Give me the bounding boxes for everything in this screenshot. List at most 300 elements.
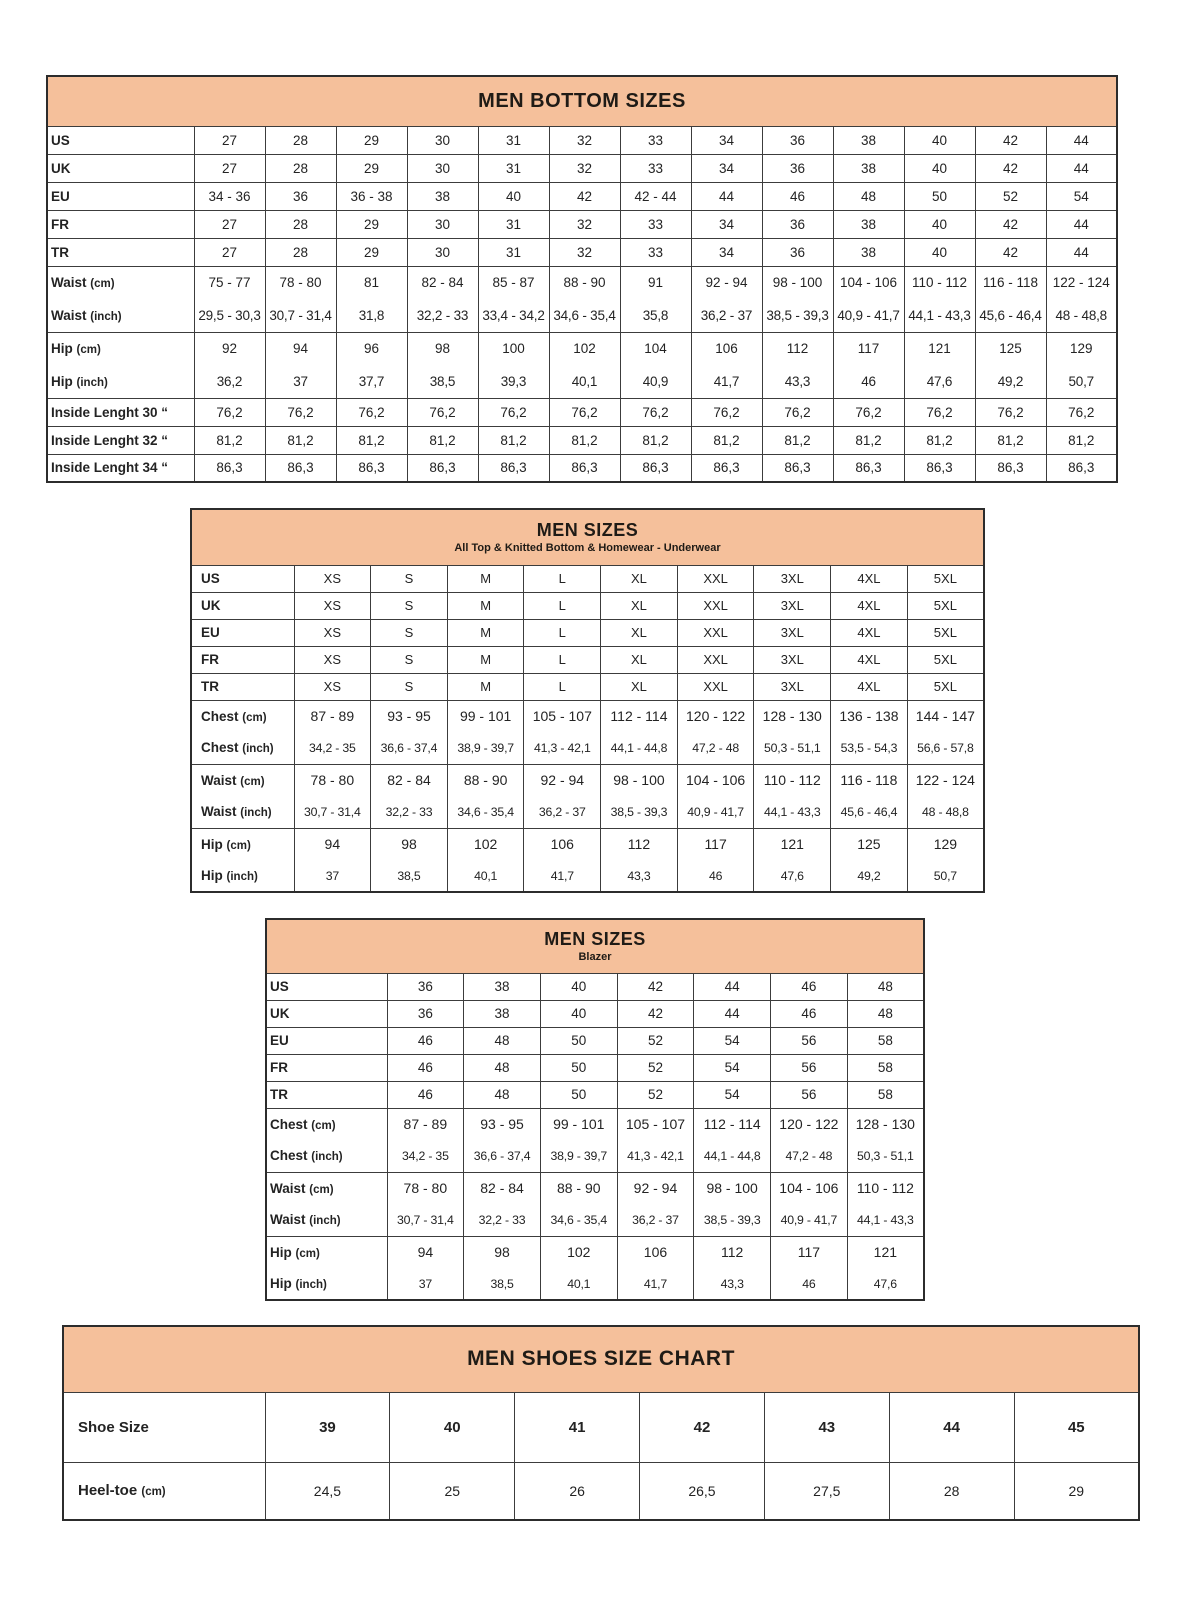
size-cell: 38,5 - 39,3: [694, 1204, 771, 1236]
size-cell: 36: [387, 973, 464, 1000]
size-cell: 34,2 - 35: [294, 732, 371, 764]
size-cell: 78 - 80: [387, 1172, 464, 1204]
size-cell: 44: [1046, 126, 1117, 154]
size-cell: 42: [549, 182, 620, 210]
size-cell: 76,2: [762, 398, 833, 426]
size-cell: 48: [847, 973, 924, 1000]
size-cell: 94: [294, 828, 371, 860]
size-cell: 46: [387, 1081, 464, 1108]
row-label-text: Shoe Size: [78, 1418, 149, 1436]
row-label-text: EU: [51, 188, 70, 204]
size-cell: 105 - 107: [617, 1108, 694, 1140]
size-cell: 47,6: [754, 860, 831, 892]
row-label-unit: (inch): [76, 376, 108, 389]
size-cell: 125: [831, 828, 908, 860]
table-title: MEN BOTTOM SIZES: [478, 89, 686, 112]
size-cell: 3XL: [754, 673, 831, 700]
size-cell: 41,7: [617, 1268, 694, 1300]
size-cell: 38: [833, 126, 904, 154]
size-cell: 38,5: [464, 1268, 541, 1300]
size-cell: 56,6 - 57,8: [907, 732, 984, 764]
size-cell: 29: [336, 154, 407, 182]
size-cell: 30: [407, 154, 478, 182]
size-cell: 38: [464, 973, 541, 1000]
size-cell: 58: [847, 1027, 924, 1054]
size-cell: 40,9: [620, 365, 691, 398]
size-cell: 98: [407, 332, 478, 365]
size-cell: 27: [194, 210, 265, 238]
size-cell: 5XL: [907, 646, 984, 673]
size-cell: 121: [847, 1236, 924, 1268]
size-cell: 49,2: [975, 365, 1046, 398]
size-cell: 94: [265, 332, 336, 365]
men-bottom-sizes-table: [46, 75, 1118, 483]
size-cell: 38,9 - 39,7: [447, 732, 524, 764]
table-header: [47, 76, 1117, 126]
size-cell: 94: [387, 1236, 464, 1268]
size-cell: 48: [464, 1027, 541, 1054]
row-label: [191, 646, 294, 673]
men-sizes-top-table: [190, 508, 985, 893]
size-cell: 32,2 - 33: [464, 1204, 541, 1236]
size-cell: 33: [620, 210, 691, 238]
size-cell: 86,3: [620, 454, 691, 482]
row-label-text: FR: [201, 652, 219, 667]
size-cell: 81,2: [762, 426, 833, 454]
size-cell: 81,2: [904, 426, 975, 454]
row-label: [191, 673, 294, 700]
size-cell: 45,6 - 46,4: [831, 796, 908, 828]
size-cell: 30: [407, 210, 478, 238]
men-sizes-top-table-grid: [190, 508, 985, 893]
size-cell: S: [371, 565, 448, 592]
size-cell: 41,3 - 42,1: [524, 732, 601, 764]
size-cell: 87 - 89: [387, 1108, 464, 1140]
size-cell: 47,6: [847, 1268, 924, 1300]
size-cell: 106: [691, 332, 762, 365]
size-cell: 42: [975, 210, 1046, 238]
size-cell: 5XL: [907, 592, 984, 619]
size-cell: 48: [464, 1054, 541, 1081]
size-cell: 88 - 90: [549, 266, 620, 299]
row-label-text: Chest: [201, 740, 239, 756]
size-cell: 76,2: [620, 398, 691, 426]
size-cell: 5XL: [907, 673, 984, 700]
size-cell: 32: [549, 210, 620, 238]
size-cell: 39,3: [478, 365, 549, 398]
size-cell: 34,6 - 35,4: [540, 1204, 617, 1236]
size-cell: 42: [640, 1392, 765, 1462]
row-label: [47, 426, 194, 454]
size-cell: 3XL: [754, 592, 831, 619]
row-label: [266, 1140, 387, 1172]
row-label-text: EU: [270, 1033, 289, 1048]
size-cell: 76,2: [833, 398, 904, 426]
size-cell: 81,2: [478, 426, 549, 454]
size-cell: 92: [194, 332, 265, 365]
row-label: [191, 592, 294, 619]
size-cell: 54: [1046, 182, 1117, 210]
size-cell: 38,5 - 39,3: [762, 299, 833, 332]
size-cell: 76,2: [1046, 398, 1117, 426]
size-cell: 39: [265, 1392, 390, 1462]
size-cell: 40: [540, 1000, 617, 1027]
size-cell: 43,3: [762, 365, 833, 398]
size-cell: 112 - 114: [601, 700, 678, 732]
size-cell: 27,5: [764, 1462, 889, 1520]
row-label-text: Waist: [201, 772, 237, 788]
size-cell: 42: [617, 973, 694, 1000]
size-cell: 93 - 95: [464, 1108, 541, 1140]
size-cell: L: [524, 619, 601, 646]
size-cell: 82 - 84: [407, 266, 478, 299]
table-title: MEN SIZES: [544, 929, 646, 950]
size-cell: 86,3: [1046, 454, 1117, 482]
row-label-text: FR: [51, 216, 69, 232]
row-label-unit: (inch): [311, 1151, 343, 1164]
size-cell: 86,3: [975, 454, 1046, 482]
size-cell: 44,1 - 43,3: [754, 796, 831, 828]
row-label-unit: (cm): [295, 1247, 320, 1260]
size-cell: 36: [387, 1000, 464, 1027]
row-label: [191, 796, 294, 828]
size-cell: 44: [691, 182, 762, 210]
size-cell: 92 - 94: [691, 266, 762, 299]
size-cell: 116 - 118: [831, 764, 908, 796]
size-cell: 76,2: [478, 398, 549, 426]
size-cell: 32,2 - 33: [371, 796, 448, 828]
size-cell: 29,5 - 30,3: [194, 299, 265, 332]
row-label-unit: (inch): [226, 871, 258, 883]
size-cell: 86,3: [904, 454, 975, 482]
size-cell: 105 - 107: [524, 700, 601, 732]
row-label-unit: (cm): [240, 775, 265, 788]
size-cell: 32: [549, 238, 620, 266]
row-label: [266, 1081, 387, 1108]
size-cell: 120 - 122: [771, 1108, 848, 1140]
row-label-text: US: [51, 132, 70, 148]
size-cell: 34: [691, 210, 762, 238]
size-cell: 96: [336, 332, 407, 365]
row-label: [266, 1204, 387, 1236]
table-header: [63, 1326, 1139, 1392]
size-cell: 76,2: [407, 398, 478, 426]
size-cell: 41,7: [524, 860, 601, 892]
size-cell: 42: [975, 154, 1046, 182]
size-cell: 81,2: [194, 426, 265, 454]
row-label-text: Hip: [270, 1276, 292, 1291]
size-cell: 29: [1014, 1462, 1139, 1520]
size-cell: XXL: [677, 646, 754, 673]
row-label: [47, 332, 194, 365]
row-label: [266, 1236, 387, 1268]
size-cell: 40,9 - 41,7: [833, 299, 904, 332]
row-label-text: TR: [270, 1087, 288, 1102]
size-cell: 44: [889, 1392, 1014, 1462]
size-cell: 41,3 - 42,1: [617, 1140, 694, 1172]
size-cell: 86,3: [478, 454, 549, 482]
size-cell: 33: [620, 154, 691, 182]
size-cell: 98 - 100: [762, 266, 833, 299]
size-cell: 40: [904, 126, 975, 154]
size-cell: 40: [904, 238, 975, 266]
size-cell: 31: [478, 210, 549, 238]
size-cell: 81,2: [336, 426, 407, 454]
size-cell: 32,2 - 33: [407, 299, 478, 332]
row-label: [47, 238, 194, 266]
size-cell: 129: [907, 828, 984, 860]
size-cell: XL: [601, 673, 678, 700]
size-cell: 47,2 - 48: [771, 1140, 848, 1172]
size-cell: 5XL: [907, 565, 984, 592]
size-cell: 4XL: [831, 592, 908, 619]
size-cell: S: [371, 673, 448, 700]
size-cell: 85 - 87: [478, 266, 549, 299]
size-cell: 112: [694, 1236, 771, 1268]
row-label: [47, 182, 194, 210]
size-cell: XL: [601, 565, 678, 592]
size-cell: 86,3: [336, 454, 407, 482]
size-cell: 42: [617, 1000, 694, 1027]
row-label-text: Hip: [51, 373, 73, 389]
row-label: [266, 1268, 387, 1300]
size-cell: 43,3: [694, 1268, 771, 1300]
size-cell: 52: [617, 1027, 694, 1054]
size-cell: XL: [601, 646, 678, 673]
size-cell: S: [371, 619, 448, 646]
size-cell: 43,3: [601, 860, 678, 892]
size-cell: XXL: [677, 673, 754, 700]
size-cell: 106: [524, 828, 601, 860]
row-label-text: Inside Lenght 32 “: [51, 432, 169, 448]
size-cell: 42: [975, 238, 1046, 266]
size-cell: 82 - 84: [371, 764, 448, 796]
size-cell: 46: [387, 1054, 464, 1081]
size-cell: 116 - 118: [975, 266, 1046, 299]
row-label-unit: (cm): [141, 1486, 166, 1499]
row-label: [47, 154, 194, 182]
size-cell: XS: [294, 565, 371, 592]
size-cell: 52: [617, 1054, 694, 1081]
size-cell: 81,2: [975, 426, 1046, 454]
size-cell: 122 - 124: [907, 764, 984, 796]
row-label-text: Chest: [270, 1148, 308, 1164]
row-label: [266, 1108, 387, 1140]
size-cell: 81,2: [265, 426, 336, 454]
size-cell: 36: [762, 238, 833, 266]
row-label-text: Hip: [51, 341, 73, 357]
size-cell: 76,2: [265, 398, 336, 426]
size-cell: 125: [975, 332, 1046, 365]
table-subtitle: All Top & Knitted Bottom & Homewear - Underwear: [454, 542, 721, 555]
size-cell: 38: [464, 1000, 541, 1027]
size-cell: 81,2: [549, 426, 620, 454]
size-cell: 99 - 101: [447, 700, 524, 732]
size-cell: 31: [478, 154, 549, 182]
size-cell: 25: [390, 1462, 515, 1520]
table-subtitle: Blazer: [578, 951, 612, 964]
size-cell: XL: [601, 619, 678, 646]
size-cell: 30: [407, 238, 478, 266]
size-cell: 81,2: [691, 426, 762, 454]
row-label-text: Waist: [270, 1180, 306, 1196]
size-cell: 24,5: [265, 1462, 390, 1520]
row-label-text: Hip: [201, 836, 223, 852]
size-cell: 100: [478, 332, 549, 365]
row-label: [47, 299, 194, 332]
size-cell: 34,6 - 35,4: [447, 796, 524, 828]
size-cell: 36: [762, 210, 833, 238]
size-cell: 27: [194, 126, 265, 154]
size-cell: 128 - 130: [754, 700, 831, 732]
size-cell: 112: [601, 828, 678, 860]
size-cell: 76,2: [549, 398, 620, 426]
size-cell: 81,2: [1046, 426, 1117, 454]
size-cell: 44,1 - 44,8: [601, 732, 678, 764]
size-cell: L: [524, 673, 601, 700]
size-cell: 40,1: [549, 365, 620, 398]
size-cell: 44: [694, 1000, 771, 1027]
size-cell: 28: [889, 1462, 1014, 1520]
size-cell: 98 - 100: [694, 1172, 771, 1204]
size-cell: 27: [194, 154, 265, 182]
size-cell: 33: [620, 238, 691, 266]
row-label: [191, 732, 294, 764]
row-label-text: Hip: [270, 1244, 292, 1260]
row-label-unit: (inch): [240, 807, 272, 820]
size-cell: L: [524, 565, 601, 592]
row-label: [47, 210, 194, 238]
size-cell: 50: [540, 1081, 617, 1108]
size-cell: 50,7: [1046, 365, 1117, 398]
row-label: [266, 1172, 387, 1204]
size-cell: 36,2 - 37: [617, 1204, 694, 1236]
size-cell: 144 - 147: [907, 700, 984, 732]
table-header: [191, 509, 984, 565]
size-cell: 36: [762, 126, 833, 154]
size-cell: 86,3: [194, 454, 265, 482]
size-cell: 41: [515, 1392, 640, 1462]
row-label: [191, 828, 294, 860]
size-cell: 40: [390, 1392, 515, 1462]
size-cell: 36: [265, 182, 336, 210]
table-header: [266, 919, 924, 973]
size-cell: 40: [904, 154, 975, 182]
row-label-text: Chest: [270, 1116, 308, 1132]
size-cell: 121: [904, 332, 975, 365]
size-cell: 92 - 94: [617, 1172, 694, 1204]
row-label-unit: (inch): [295, 1279, 327, 1291]
size-cell: XXL: [677, 592, 754, 619]
size-cell: 38,5: [407, 365, 478, 398]
size-cell: 86,3: [549, 454, 620, 482]
size-cell: 47,6: [904, 365, 975, 398]
size-cell: 86,3: [833, 454, 904, 482]
size-cell: 33,4 - 34,2: [478, 299, 549, 332]
size-cell: S: [371, 646, 448, 673]
row-label-text: Heel-toe: [78, 1482, 138, 1500]
size-cell: 128 - 130: [847, 1108, 924, 1140]
row-label-text: EU: [201, 625, 220, 640]
row-label-text: TR: [51, 244, 69, 260]
size-cell: XS: [294, 619, 371, 646]
size-cell: 88 - 90: [540, 1172, 617, 1204]
row-label-text: FR: [270, 1060, 288, 1075]
size-cell: 56: [771, 1081, 848, 1108]
row-label: [266, 1027, 387, 1054]
size-cell: 46: [771, 1000, 848, 1027]
size-cell: 3XL: [754, 619, 831, 646]
size-cell: 49,2: [831, 860, 908, 892]
size-cell: 76,2: [691, 398, 762, 426]
size-cell: 38: [833, 210, 904, 238]
size-cell: 44: [1046, 210, 1117, 238]
row-label-text: UK: [201, 598, 221, 613]
size-cell: 42 - 44: [620, 182, 691, 210]
size-cell: 104 - 106: [677, 764, 754, 796]
size-cell: 27: [194, 238, 265, 266]
row-label: [191, 764, 294, 796]
size-cell: 102: [447, 828, 524, 860]
size-cell: 34,6 - 35,4: [549, 299, 620, 332]
row-label-text: US: [201, 571, 220, 586]
size-cell: XS: [294, 646, 371, 673]
size-cell: 52: [975, 182, 1046, 210]
row-label-unit: (inch): [242, 743, 274, 756]
row-label: [47, 266, 194, 299]
size-cell: 40: [540, 973, 617, 1000]
size-cell: 81: [336, 266, 407, 299]
size-cell: M: [447, 592, 524, 619]
size-cell: 37: [387, 1268, 464, 1300]
row-label-unit: (cm): [309, 1183, 334, 1196]
size-cell: 3XL: [754, 646, 831, 673]
size-cell: 3XL: [754, 565, 831, 592]
size-cell: 54: [694, 1081, 771, 1108]
size-cell: 76,2: [194, 398, 265, 426]
size-cell: 43: [764, 1392, 889, 1462]
size-cell: 106: [617, 1236, 694, 1268]
size-cell: 40: [904, 210, 975, 238]
size-cell: 26: [515, 1462, 640, 1520]
size-cell: 5XL: [907, 619, 984, 646]
table-title: MEN SIZES: [536, 520, 639, 541]
size-cell: 29: [336, 126, 407, 154]
size-cell: 81,2: [833, 426, 904, 454]
size-cell: 30: [407, 126, 478, 154]
size-cell: 4XL: [831, 619, 908, 646]
size-cell: 26,5: [640, 1462, 765, 1520]
size-cell: 50: [540, 1054, 617, 1081]
size-cell: 46: [762, 182, 833, 210]
size-cell: XXL: [677, 565, 754, 592]
size-cell: 44: [694, 973, 771, 1000]
size-cell: 45,6 - 46,4: [975, 299, 1046, 332]
size-cell: 46: [677, 860, 754, 892]
size-cell: 87 - 89: [294, 700, 371, 732]
size-cell: 98: [464, 1236, 541, 1268]
size-cell: 76,2: [975, 398, 1046, 426]
size-cell: 4XL: [831, 565, 908, 592]
row-label-unit: (inch): [309, 1215, 341, 1228]
size-cell: 86,3: [407, 454, 478, 482]
row-label-text: Waist: [51, 307, 87, 323]
size-cell: 50: [904, 182, 975, 210]
size-cell: 31,8: [336, 299, 407, 332]
size-cell: 28: [265, 210, 336, 238]
size-cell: 32: [549, 154, 620, 182]
size-cell: 44: [1046, 238, 1117, 266]
